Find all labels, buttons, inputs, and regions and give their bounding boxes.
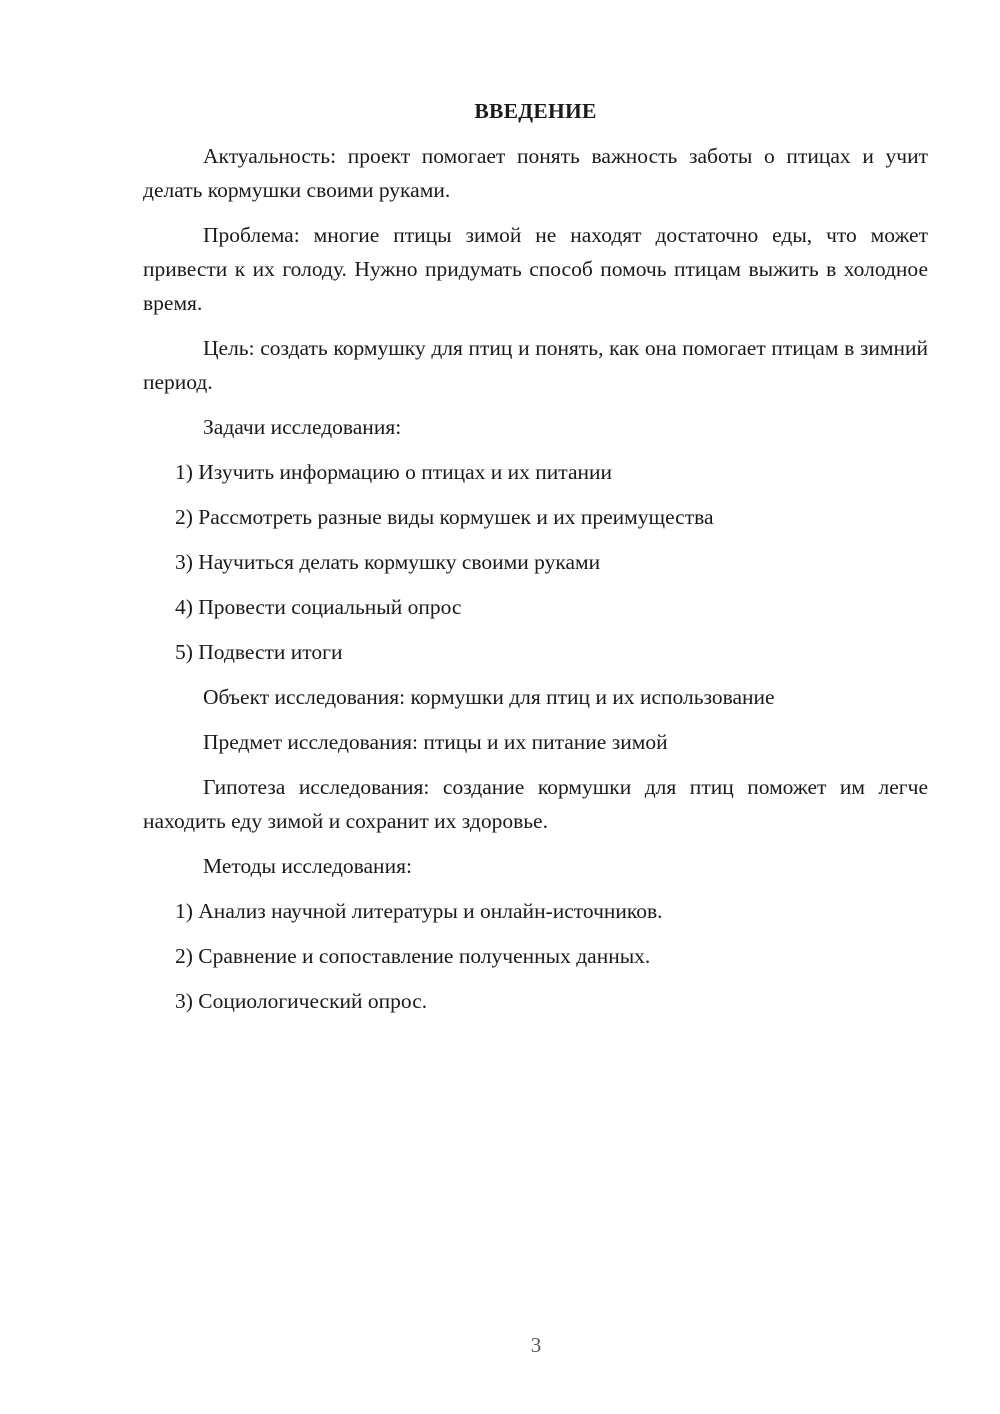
list-item: 4) Провести социальный опрос bbox=[175, 595, 462, 619]
page-number: 3 bbox=[530, 1333, 542, 1357]
list-item: 1) Анализ научной литературы и онлайн-источников. bbox=[175, 899, 663, 923]
list-item: 3) Социологический опрос. bbox=[175, 989, 428, 1013]
tasks-list bbox=[143, 455, 928, 669]
document-page bbox=[143, 95, 928, 1029]
list-item: 3) Научиться делать кормушку своими руками bbox=[175, 550, 601, 574]
page-title: ВВЕДЕНИЕ bbox=[474, 99, 597, 123]
subject-paragraph: Предмет исследования: птицы и их питание зимой bbox=[203, 730, 668, 754]
list-item: 2) Сравнение и сопоставление полученных данных. bbox=[175, 944, 651, 968]
relevance-paragraph: Актуальность: проект помогает понять важность заботы о птицах и учит делать кормушки своими руками. bbox=[143, 144, 928, 202]
problem-paragraph: Проблема: многие птицы зимой не находят достаточно еды, что может привести к их голоду. Нужно придумать способ помочь птицам выжить в холодное время. bbox=[143, 223, 928, 315]
methods-heading: Методы исследования: bbox=[203, 854, 412, 878]
hypothesis-paragraph: Гипотеза исследования: создание кормушки для птиц поможет им легче находить еду зимой и сохранит их здоровье. bbox=[143, 775, 928, 833]
list-item: 2) Рассмотреть разные виды кормушек и их преимущества bbox=[175, 505, 714, 529]
list-item: 5) Подвести итоги bbox=[175, 640, 343, 664]
object-paragraph: Объект исследования: кормушки для птиц и их использование bbox=[203, 685, 775, 709]
goal-paragraph: Цель: создать кормушку для птиц и понять, как она помогает птицам в зимний период. bbox=[143, 336, 928, 394]
tasks-heading: Задачи исследования: bbox=[203, 415, 402, 439]
list-item: 1) Изучить информацию о птицах и их питании bbox=[175, 460, 613, 484]
methods-list bbox=[143, 894, 928, 1018]
